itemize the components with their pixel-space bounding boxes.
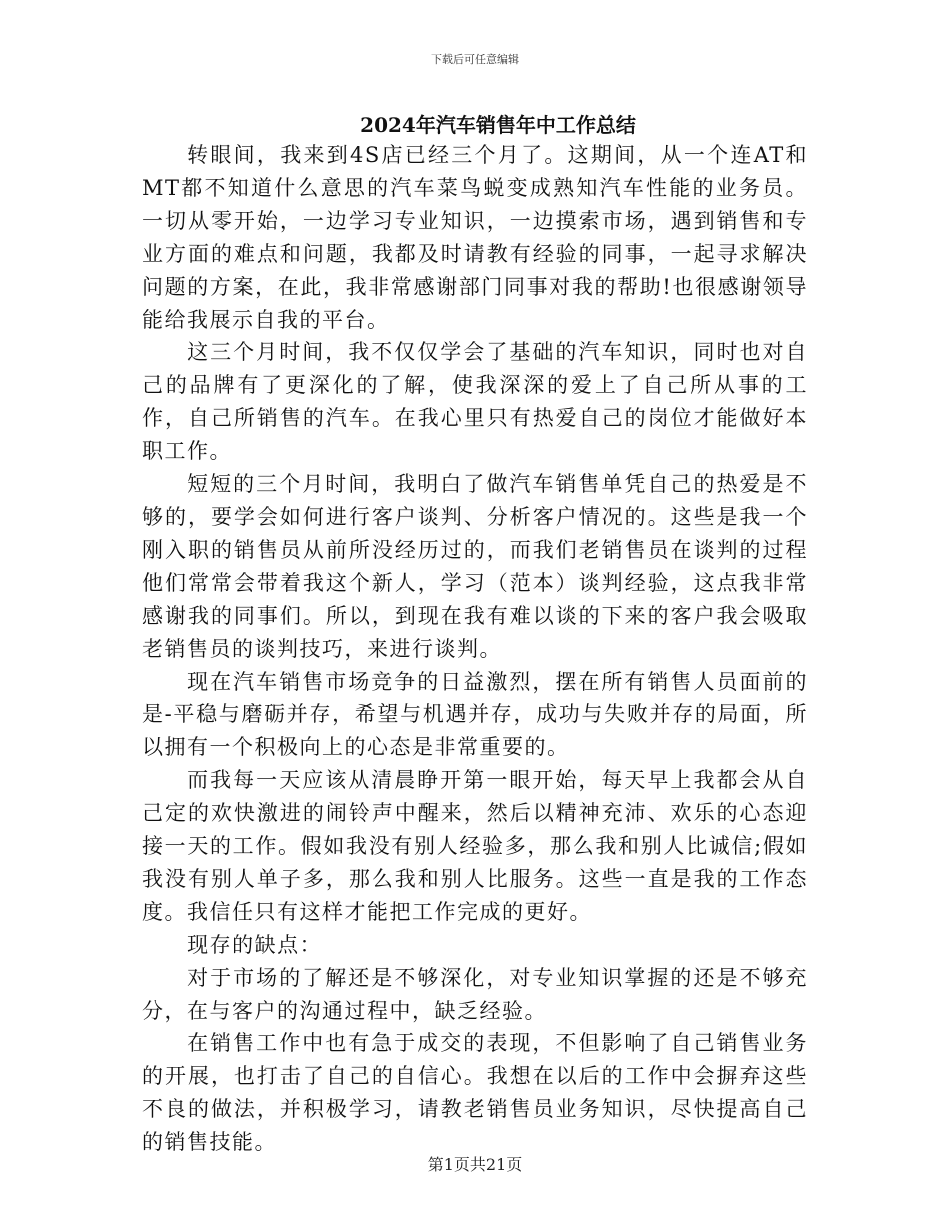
paragraph: 这三个月时间，我不仅仅学会了基础的汽车知识，同时也对自己的品牌有了更深化的了解，使我深深的爱上了自己所从事的工作，自己所销售的汽车。在我心里只有热爱自己的岗位才能做好本职工作。	[142, 340, 808, 464]
page-number-footer: 第1页共21页	[427, 1155, 523, 1174]
paragraph: 转眼间，我来到4S店已经三个月了。这期间，从一个连AT和MT都不知道什么意思的汽车菜鸟蜕变成熟知汽车性能的业务员。一切从零开始，一边学习专业知识，一边摸索市场，遇到销售和专业方面的难点和问题，我都及时请教有经验的同事，一起寻求解决问题的方案，在此，我非常感谢部门同事对我的帮助!也很感谢领导能给我展示自我的平台。	[142, 143, 808, 332]
paragraph: 现在汽车销售市场竞争的日益激烈，摆在所有销售人员面前的是-平稳与磨砺并存，希望与机遇并存，成功与失败并存的局面，所以拥有一个积极向上的心态是非常重要的。	[142, 669, 808, 760]
document-title: 2024年汽车销售年中工作总结	[360, 113, 636, 137]
paragraph: 在销售工作中也有急于成交的表现，不但影响了自己销售业务的开展，也打击了自己的自信心。我想在以后的工作中会摒弃这些不良的做法，并积极学习，请教老销售员业务知识，尽快提高自己的销售技能。	[142, 1031, 808, 1155]
paragraph: 对于市场的了解还是不够深化，对专业知识掌握的还是不够充分，在与客户的沟通过程中，缺乏经验。	[142, 965, 808, 1023]
paragraph: 而我每一天应该从清晨睁开第一眼开始，每天早上我都会从自己定的欢快激进的闹铃声中醒来，然后以精神充沛、欢乐的心态迎接一天的工作。假如我没有别人经验多，那么我和别人比诚信;假如我没有别人单子多，那么我和别人比服务。这些一直是我的工作态度。我信任只有这样才能把工作完成的更好。	[142, 768, 808, 924]
section-heading-shortcomings: 现存的缺点：	[187, 932, 323, 957]
document-body	[142, 139, 808, 1159]
page-header-note: 下载后可任意编辑	[431, 53, 519, 66]
paragraph: 短短的三个月时间，我明白了做汽车销售单凭自己的热爱是不够的，要学会如何进行客户谈判、分析客户情况的。这些是我一个刚入职的销售员从前所没经历过的，而我们老销售员在谈判的过程他们常常会带着我这个新人，学习（范本）谈判经验，这点我非常感谢我的同事们。所以，到现在我有难以谈的下来的客户我会吸取老销售员的谈判技巧，来进行谈判。	[142, 472, 808, 661]
